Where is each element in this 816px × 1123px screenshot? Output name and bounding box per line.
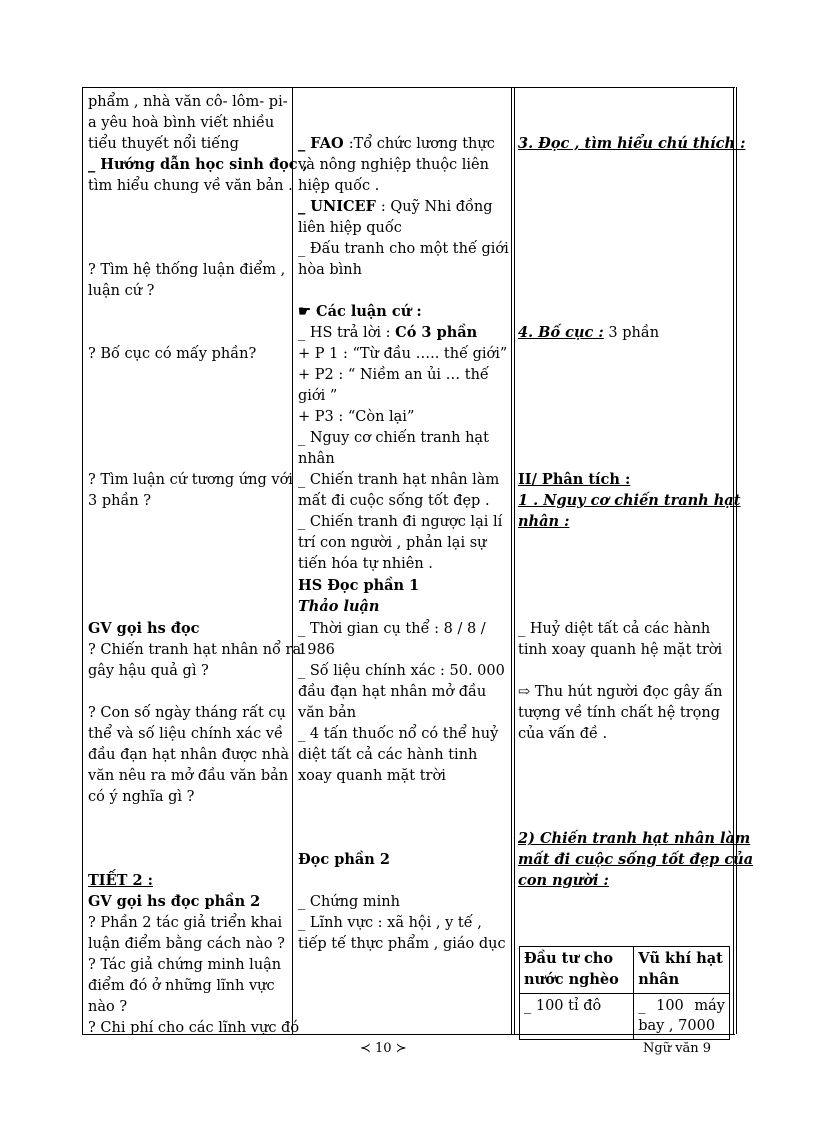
- text-line: ? Chiến tranh hạt nhân nổ ra: [88, 642, 302, 658]
- column-divider: [511, 87, 512, 1034]
- text-line: nhân :: [518, 513, 570, 530]
- text-line: 1 . Nguy cơ chiến tranh hạt: [518, 492, 741, 509]
- column-divider: [514, 87, 515, 1034]
- footer-subject: Ngữ văn 9: [643, 1041, 712, 1056]
- text-line: văn bản: [298, 705, 357, 721]
- text-line: _ Chiến tranh hạt nhân làm: [298, 472, 500, 488]
- text-line: _ Lĩnh vực : xã hội , y tế ,: [298, 915, 482, 931]
- text-line: giới ”: [298, 388, 338, 404]
- text-line: GV gọi hs đọc phần 2: [88, 893, 261, 910]
- text-line: mất đi cuộc sống tốt đẹp của: [518, 851, 754, 868]
- text-line: _ Huỷ diệt tất cả các hành: [518, 621, 711, 637]
- text-line: ? Chi phí cho các lĩnh vực đó: [88, 1020, 300, 1036]
- text-line: nào ?: [88, 999, 128, 1015]
- text-line: _ Nguy cơ chiến tranh hạt: [298, 430, 489, 446]
- text-line: diệt tất cả các hành tinh: [298, 747, 478, 763]
- text-line: hiệp quốc .: [298, 178, 380, 194]
- text-line: _ 4 tấn thuốc nổ có thể huỷ: [298, 726, 499, 742]
- text-line: tìm hiểu chung về văn bản .: [88, 178, 293, 194]
- text-line: luận cứ ?: [88, 283, 155, 299]
- text-line: _ Thời gian cụ thể : 8 / 8 /: [298, 621, 486, 637]
- text-line: gây hậu quả gì ?: [88, 663, 209, 679]
- text-line: ? Phần 2 tác giả triển khai: [88, 915, 283, 931]
- text-line: 2) Chiến tranh hạt nhân làm: [518, 830, 751, 847]
- text-line: _ Hướng dẫn học sinh đọc ,: [88, 156, 308, 173]
- text-line: 4. Bố cục : 3 phần: [518, 324, 660, 341]
- text-line: ? Tác giả chứng minh luận: [88, 957, 282, 973]
- text-line: thể và số liệu chính xác về: [88, 726, 283, 742]
- page-number: ≺ 10 ≻: [360, 1041, 407, 1056]
- text-line: ☛ Các luận cứ :: [298, 303, 422, 320]
- text-line: đầu đạn hạt nhân mở đầu: [298, 684, 487, 700]
- comparison-cell-weapons: _ 100 máy bay , 7000: [634, 993, 730, 1040]
- text-line: tiểu thuyết nổi tiếng: [88, 136, 239, 152]
- text-line: liên hiệp quốc: [298, 220, 402, 236]
- text-line: đầu đạn hạt nhân được nhà: [88, 747, 290, 763]
- text-line: ? Tìm hệ thống luận điểm ,: [88, 262, 286, 278]
- text-line: ? Con số ngày tháng rất cụ: [88, 705, 286, 721]
- text-line: 3 phần ?: [88, 493, 152, 509]
- text-line: TIẾT 2 :: [88, 872, 153, 889]
- text-line: mất đi cuộc sống tốt đẹp .: [298, 493, 490, 509]
- comparison-header-nuclear-weapons: Vũ khí hạt nhân: [634, 947, 730, 994]
- text-line: trí con người , phản lại sự: [298, 535, 487, 551]
- text-line: ? Tìm luận cứ tương ứng với: [88, 472, 293, 488]
- comparison-header-poor-countries: Đầu tư cho nước nghèo: [520, 947, 634, 994]
- text-line: tiếp tế thực phẩm , giáo dục: [298, 936, 506, 952]
- text-line: a yêu hoà bình viết nhiều: [88, 115, 275, 131]
- text-line: ? Bố cục có mấy phần?: [88, 346, 257, 362]
- text-line: HS Đọc phần 1: [298, 577, 420, 594]
- text-line: _ Chiến tranh đi ngược lại lí: [298, 514, 503, 530]
- text-line: xoay quanh mặt trời: [298, 768, 446, 784]
- text-line: hòa bình: [298, 262, 362, 278]
- text-line: _ Chứng minh: [298, 894, 400, 910]
- text-line: Thảo luận: [298, 598, 380, 615]
- text-line: 1986: [298, 642, 335, 658]
- text-line: GV gọi hs đọc: [88, 620, 200, 637]
- text-line: _ UNICEF : Quỹ Nhi đồng: [298, 198, 493, 215]
- text-line: có ý nghĩa gì ?: [88, 789, 195, 805]
- text-line: II/ Phân tích :: [518, 471, 631, 488]
- comparison-cell-investment: _ 100 tỉ đô: [520, 993, 634, 1040]
- text-line: và nông nghiệp thuộc liên: [298, 157, 489, 173]
- text-line: Đọc phần 2: [298, 851, 390, 868]
- text-line: tiến hóa tự nhiên .: [298, 556, 433, 572]
- text-line: của vấn đề .: [518, 726, 608, 742]
- text-line: _ Số liệu chính xác : 50. 000: [298, 663, 505, 679]
- text-line: nhân: [298, 451, 335, 467]
- text-line: _ Đấu tranh cho một thế giới: [298, 241, 509, 257]
- text-line: + P2 : “ Niềm an ủi … thế: [298, 367, 489, 383]
- text-line: con người :: [518, 872, 609, 889]
- text-line: 3. Đọc , tìm hiểu chú thích :: [518, 135, 746, 152]
- text-line: văn nêu ra mở đầu văn bản: [88, 768, 289, 784]
- column-divider: [292, 87, 293, 1034]
- text-line: ⇨ Thu hút người đọc gây ấn: [518, 684, 723, 700]
- text-line: _ FAO :Tổ chức lương thực: [298, 135, 495, 152]
- text-line: + P 1 : “Từ đầu ….. thế giới”: [298, 346, 508, 362]
- text-line: _ HS trả lời : Có 3 phần: [298, 324, 478, 341]
- text-line: phẩm , nhà văn cô- lôm- pi-: [88, 94, 288, 110]
- text-line: + P3 : “Còn lại”: [298, 409, 415, 425]
- text-line: điểm đó ở những lĩnh vực: [88, 978, 275, 994]
- table-right-border: [736, 87, 737, 1034]
- comparison-table: [519, 946, 730, 1040]
- table-right-border: [733, 87, 734, 1034]
- text-line: tượng về tính chất hệ trọng: [518, 705, 721, 721]
- text-line: luận điểm bằng cách nào ?: [88, 936, 285, 952]
- text-line: tinh xoay quanh hệ mặt trời: [518, 642, 723, 658]
